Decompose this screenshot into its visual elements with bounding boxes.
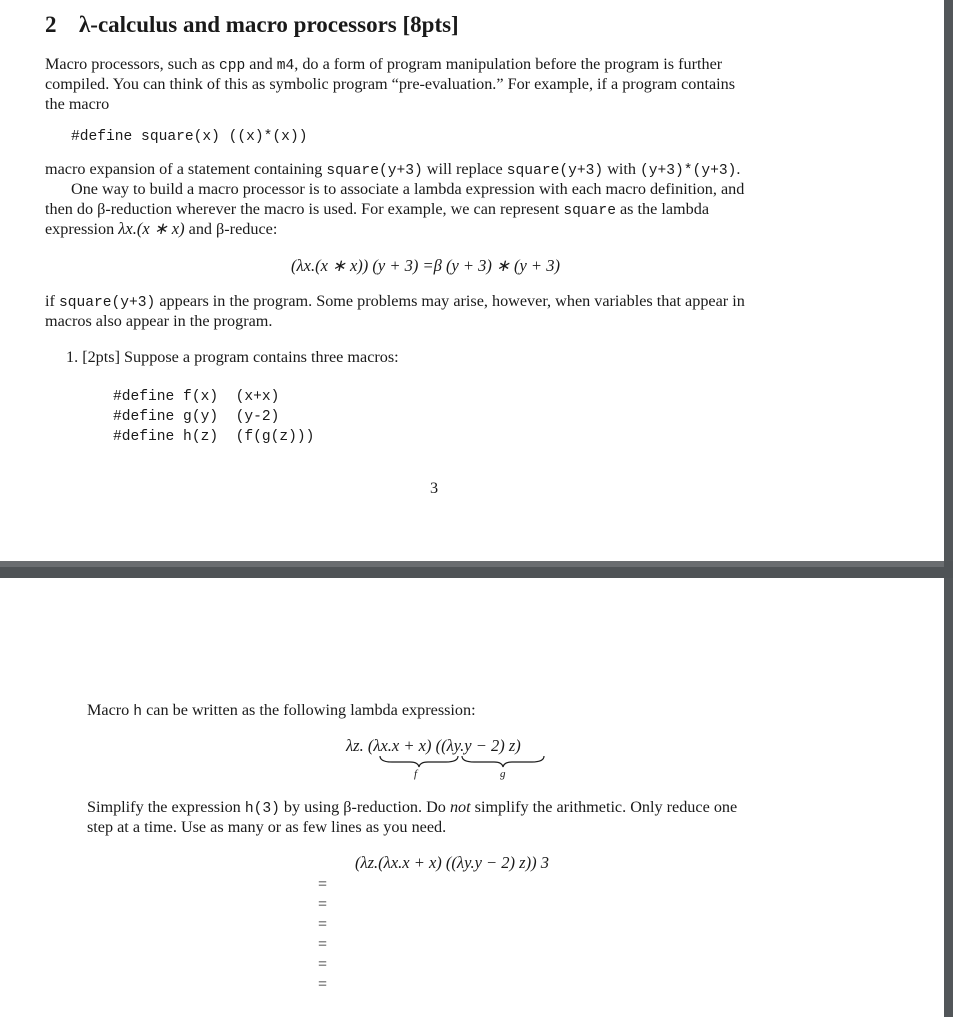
reduction-step-equals: = [318,896,328,913]
simplify-line-2: step at a time. Use as many or as few lines as you need. [87,818,447,836]
para2-line-1: One way to build a macro processor is to associate a lambda expression with each macro definition, and [71,180,745,198]
macro-h-code: #define h(z) (f(g(z))) [113,429,315,445]
section-number: 2 [45,12,57,37]
lambda-expression: λz. (λx.x + x) ((λy.y − 2) z) [346,736,521,755]
intro-line-1: Macro processors, such as cpp and m4, do a form of program manipulation before the program is further [45,55,723,74]
para3-line-2: macros also appear in the program. [45,312,273,330]
g-part: ((λy.y − 2) [435,736,505,755]
macro-square-code: #define square(x) ((x)*(x)) [71,129,308,145]
question-1 [66,347,399,367]
start-expression: (λz.(λx.x + x) ((λy.y − 2) z)) 3 [355,853,549,872]
question-number: 1. [66,348,79,366]
macro-f-code: #define f(x) (x+x) [113,389,280,405]
f-label: f [414,768,418,780]
display-equation: (λx.(x ∗ x)) (y + 3) =β (y + 3) ∗ (y + 3) [291,256,560,275]
macro-g-code: #define g(y) (y-2) [113,409,280,425]
reduction-step-equals: = [318,956,328,973]
reduction-step-equals: = [318,976,328,993]
page-shadow [0,561,944,567]
underbraces [370,754,550,774]
lambda-intro: Macro h can be written as the following lambda expression: [87,701,476,720]
page-number: 3 [430,479,439,497]
reduction-step-equals: = [318,936,328,953]
para3-line-1: if square(y+3) appears in the program. Some problems may arise, however, when variables that appear in [45,292,745,311]
intro-line-2: compiled. You can think of this as symbolic program “pre-evaluation.” For example, if a program contains [45,75,736,93]
para2-line-3: expression λx.(x ∗ x) and β-reduce: [45,219,278,238]
code-m4: m4 [276,58,295,74]
reduction-step-equals: = [318,916,328,933]
code-cpp: cpp [218,58,246,74]
pdf-page-4 [0,578,944,1017]
intro-line-3: the macro [45,95,110,113]
expansion-line: macro expansion of a statement containing square(y+3) will replace square(y+3) with (y+3)*(y+3). [45,160,741,179]
para2-line-2: then do β-reduction wherever the macro is used. For example, we can represent square as the lambda [45,200,709,219]
f-part: (λx.x + x) [367,736,432,755]
question-text: [2pts] Suppose a program contains three macros: [82,348,399,366]
g-label: g [500,768,506,780]
simplify-line-1: Simplify the expression h(3) by using β-reduction. Do not simplify the arithmetic. Only reduce one [87,798,738,817]
g-underbrace [462,756,544,767]
reduction-step-equals: = [318,876,328,893]
section-title: λ-calculus and macro processors [8pts] [79,12,459,37]
section-heading [45,12,459,38]
f-underbrace [380,756,458,767]
